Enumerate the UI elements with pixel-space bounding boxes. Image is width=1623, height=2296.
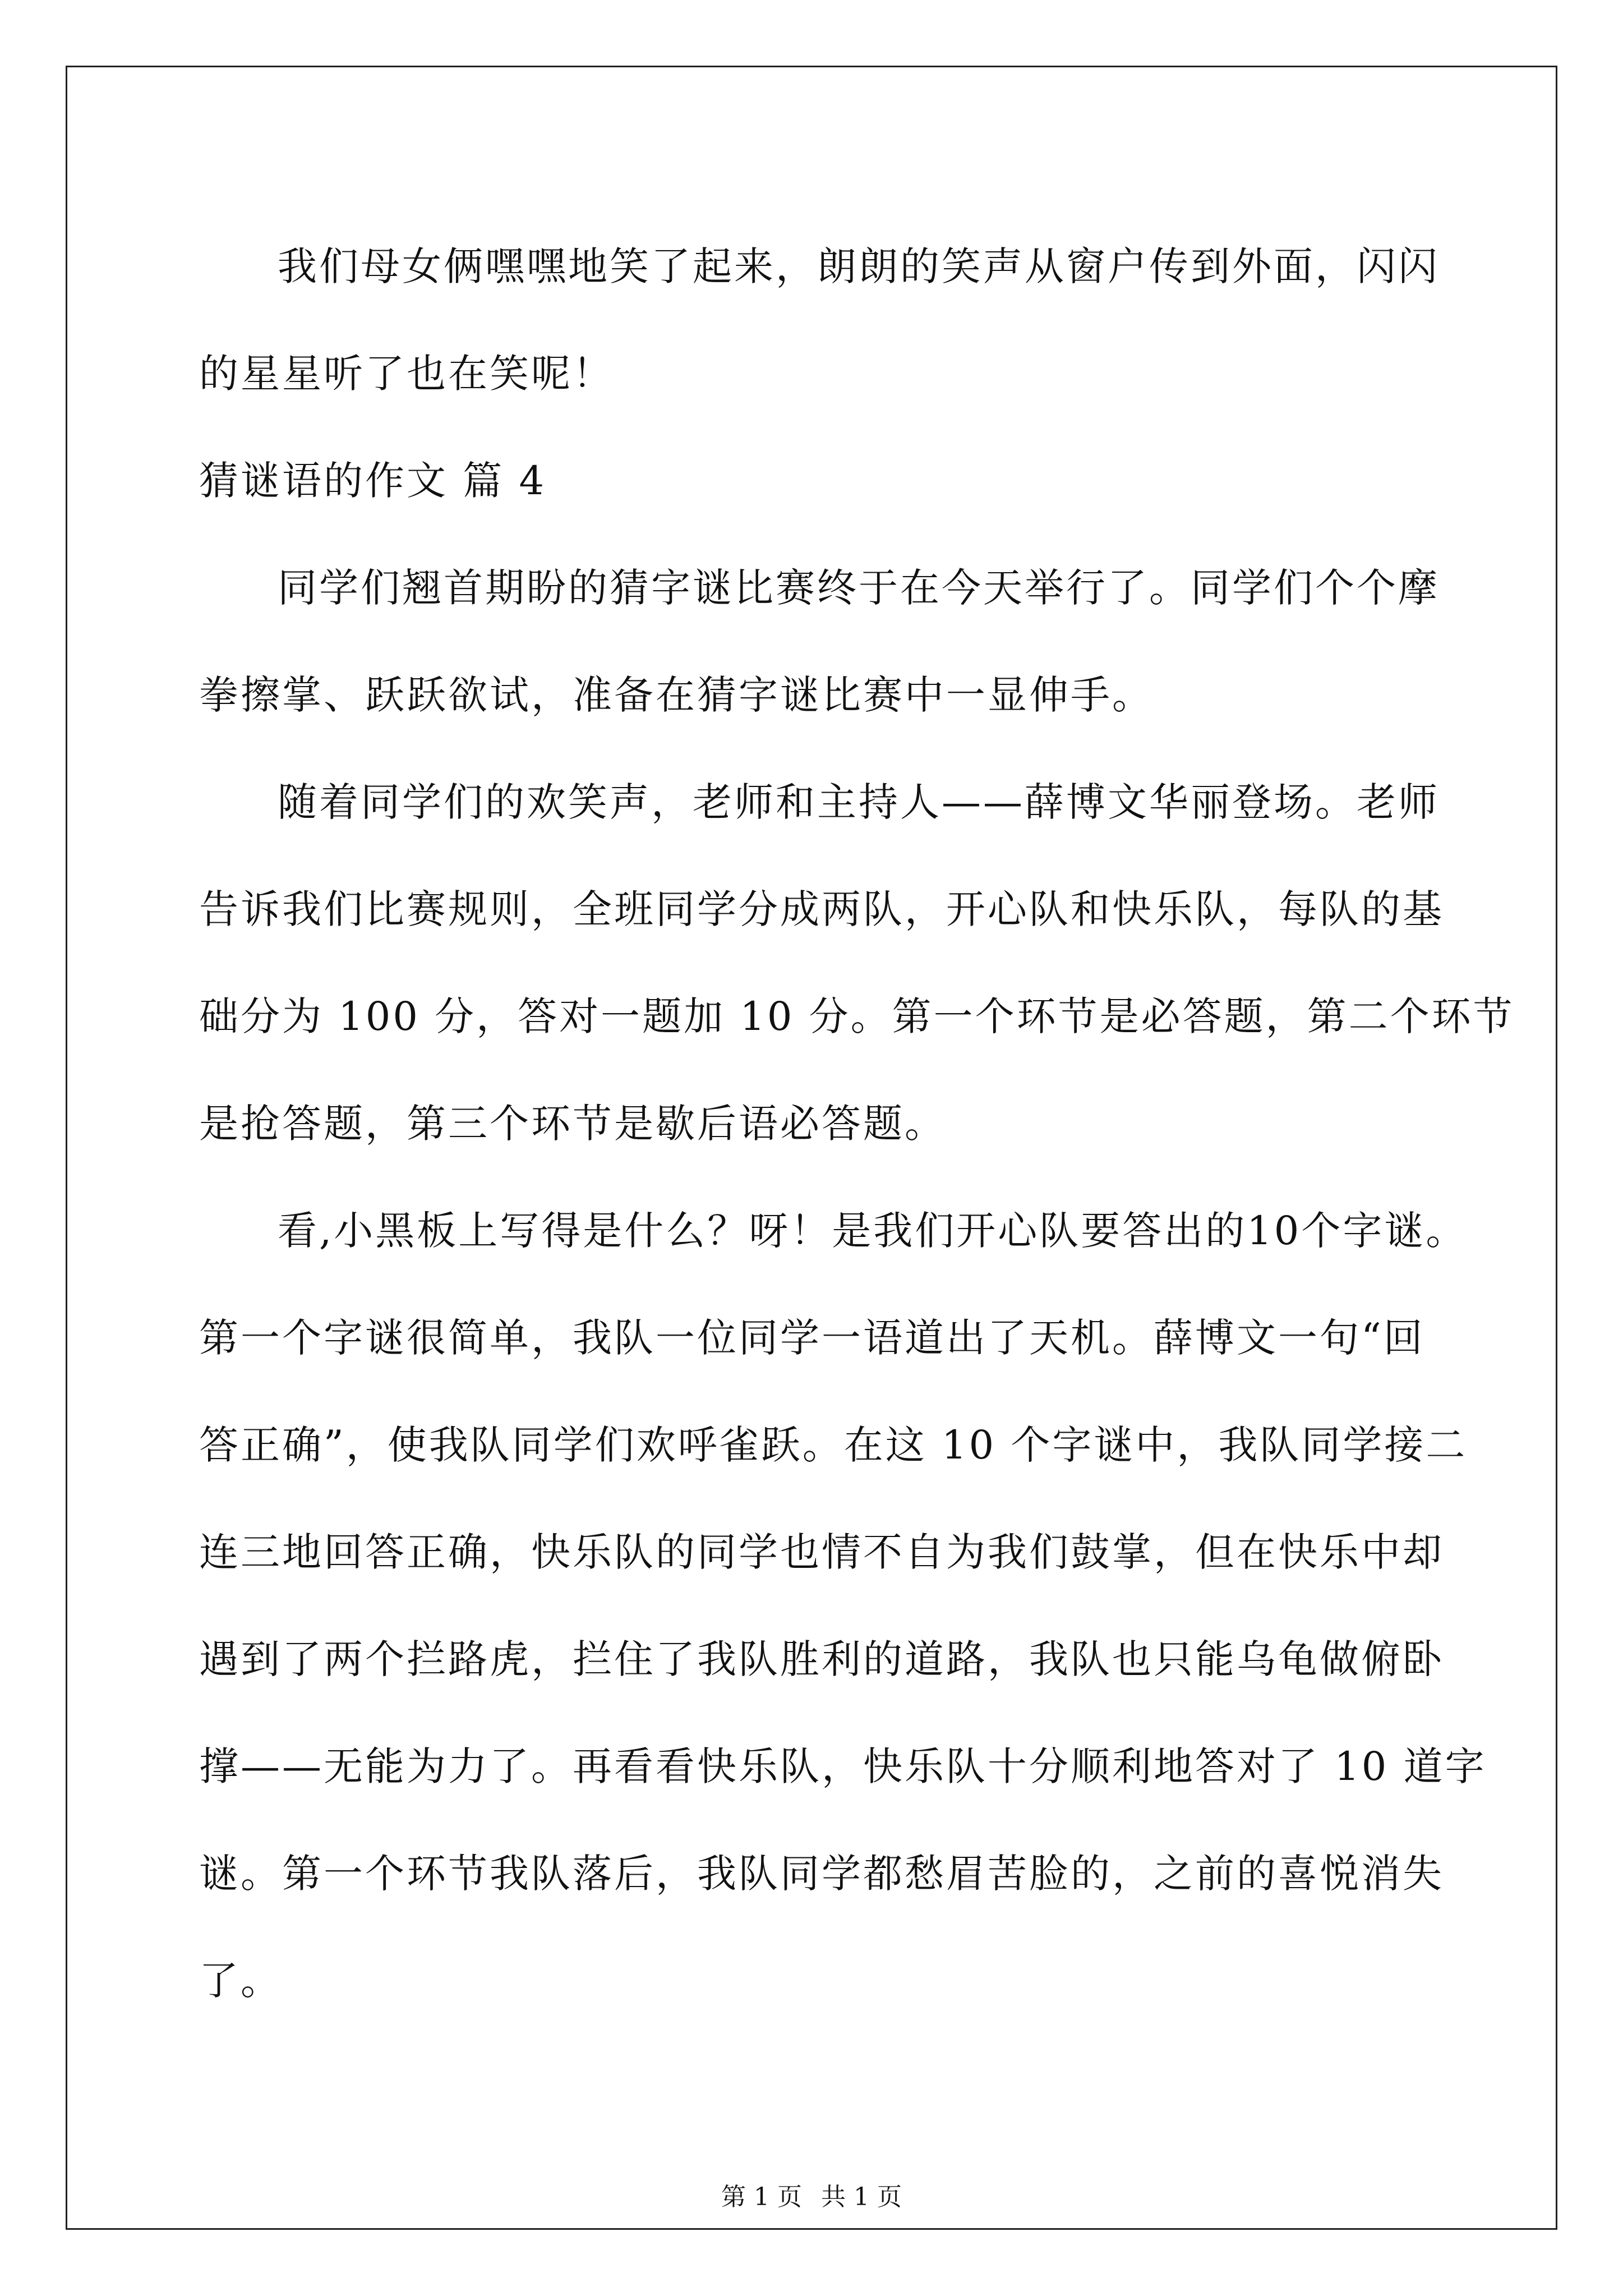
- text-line: 看,小黑板上写得是什么？呀！是我们开心队要答出的10个字谜。: [278, 1208, 1468, 1254]
- text-line: 拳擦掌、跃跃欲试，准备在猜字谜比赛中一显伸手。: [199, 672, 1154, 718]
- text-line: 第一个字谜很简单，我队一位同学一语道出了天机。薛博文一句“回: [199, 1315, 1425, 1361]
- paragraph: [199, 535, 1440, 749]
- heading-text: 猜谜语的作文 篇 4: [199, 458, 547, 504]
- page-footer: [0, 2177, 1623, 2212]
- text-line: 谜。第一个环节我队落后，我队同学都愁眉苦脸的，之前的喜悦消失: [199, 1851, 1444, 1897]
- text-line: 我们母女俩嘿嘿地笑了起来，朗朗的笑声从窗户传到外面，闪闪: [278, 243, 1440, 289]
- section-heading: [199, 427, 1433, 535]
- text-line: 的星星听了也在笑呢！: [199, 351, 614, 397]
- document-body: [199, 213, 1515, 2035]
- text-line: 是抢答题，第三个环节是歇后语必答题。: [199, 1101, 946, 1147]
- paragraph: [199, 1177, 1487, 2035]
- text-line: 随着同学们的欢笑声，老师和主持人——薛博文华丽登场。老师: [278, 779, 1440, 825]
- text-line: 了。: [199, 1958, 282, 2004]
- paragraph: [199, 213, 1440, 427]
- paragraph: [199, 749, 1515, 1177]
- page-number: 第 1 页: [721, 2183, 802, 2211]
- text-line: 同学们翘首期盼的猜字谜比赛终于在今天举行了。同学们个个摩: [278, 565, 1440, 611]
- text-line: 遇到了两个拦路虎，拦住了我队胜利的道路，我队也只能乌龟做俯卧: [199, 1636, 1444, 1682]
- text-line: 告诉我们比赛规则，全班同学分成两队，开心队和快乐队，每队的基: [199, 886, 1444, 932]
- text-line: 撑——无能为力了。再看看快乐队，快乐队十分顺利地答对了 10 道字: [199, 1743, 1487, 1789]
- text-line: 答正确”，使我队同学们欢呼雀跃。在这 10 个字谜中，我队同学接二: [199, 1422, 1468, 1468]
- text-line: 础分为 100 分，答对一题加 10 分。第一个环节是必答题，第二个环节: [199, 993, 1515, 1039]
- text-line: 连三地回答正确，快乐队的同学也情不自为我们鼓掌，但在快乐中却: [199, 1529, 1444, 1575]
- page-total: 共 1 页: [821, 2183, 902, 2211]
